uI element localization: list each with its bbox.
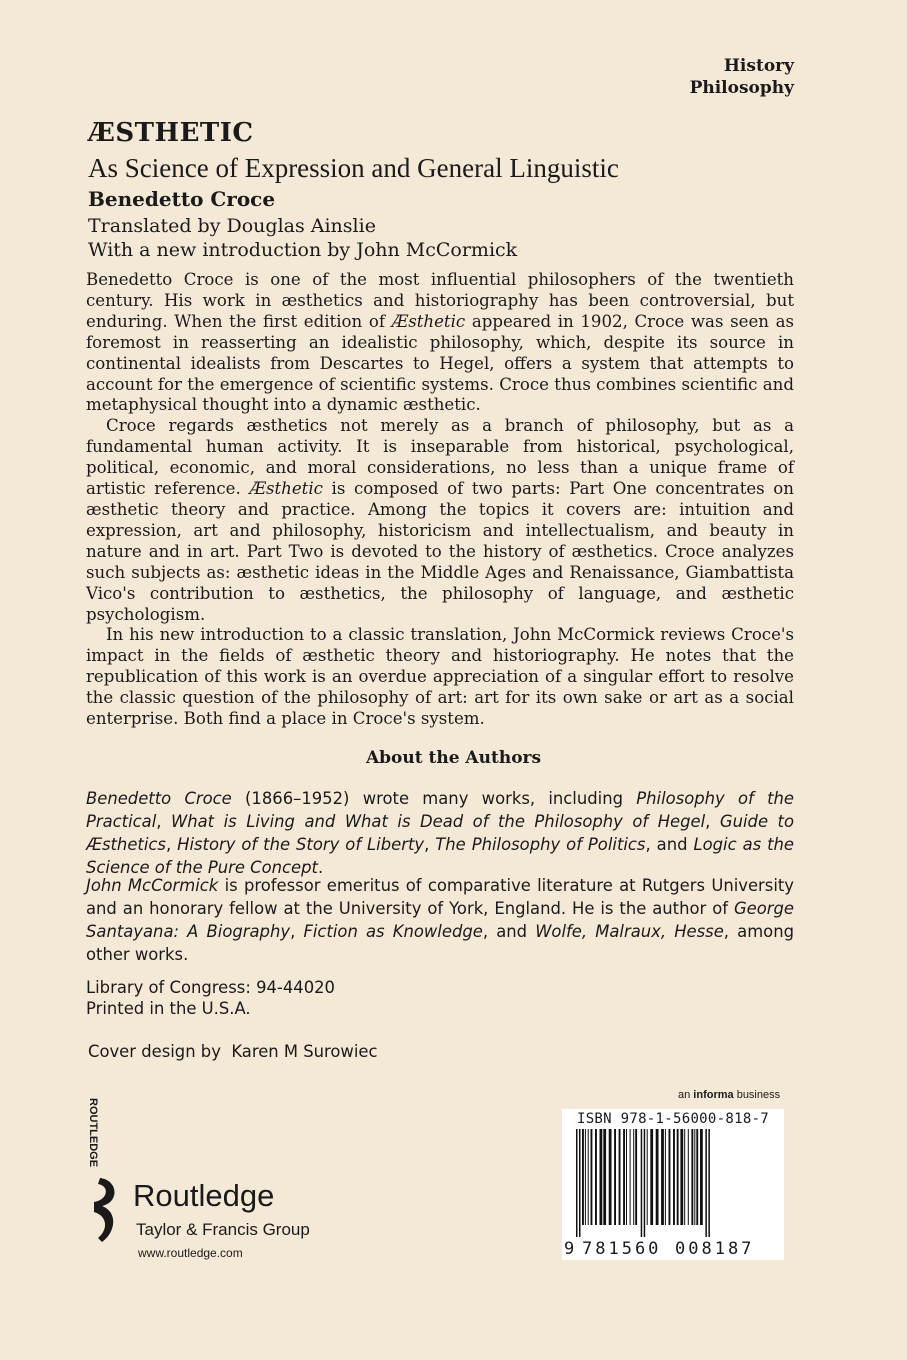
barcode-bar — [680, 1129, 683, 1225]
barcode-bar — [700, 1129, 703, 1225]
isbn-barcode — [562, 1109, 784, 1260]
library-of-congress: Library of Congress: 94-44020 — [86, 978, 335, 997]
barcode-bar — [635, 1129, 637, 1225]
introduction-credit: With a new introduction by John McCormick — [88, 239, 518, 261]
blurb — [86, 270, 794, 730]
book-subtitle: As Science of Expression and General Linguistic — [88, 153, 619, 183]
book-title: ÆSTHETIC — [88, 118, 254, 148]
blurb-paragraph: Benedetto Croce is one of the most influential philosophers of the twentieth century. His work in æsthetics and historiography has been controversial, but enduring. When the first edition of Æsthetic appeared in 1902, Croce was seen as foremost in reasserting an idealistic philosophy, which, despite its source in continental idealists from Descartes to Hegel, offers a system that attempts to account for the emergence of scientific systems. Croce thus combines scientific and metaphysical thought into a dynamic æsthetic. — [86, 270, 794, 415]
barcode-digit-lead: 9 — [564, 1239, 575, 1259]
mccormick-bio: John McCormick is professor emeritus of comparative literature at Rutgers University and an honorary fellow at the University of York, England. He is the author of George Santayana: A Biography, Fiction as Knowledge, and Wolfe, Malraux, Hesse, among other works. — [86, 876, 795, 964]
barcode-bar — [696, 1129, 698, 1225]
barcode-bar — [579, 1129, 581, 1237]
barcode-bar — [656, 1129, 659, 1225]
barcode-bar — [705, 1129, 707, 1237]
subject-categories — [690, 55, 794, 99]
barcode-bar — [633, 1129, 634, 1225]
library-info — [86, 977, 335, 1019]
publisher-group: Taylor & Francis Group — [136, 1220, 310, 1239]
barcode-bar — [647, 1129, 648, 1225]
isbn-label: ISBN 978-1-56000-818-7 — [576, 1111, 770, 1127]
barcode-bars — [568, 1129, 778, 1237]
barcode-bar — [688, 1129, 689, 1225]
barcode-bar — [603, 1129, 606, 1225]
barcode-bar — [582, 1129, 584, 1225]
barcode-bar — [673, 1129, 675, 1225]
publisher-url: www.routledge.com — [138, 1246, 243, 1260]
barcode-bar — [684, 1129, 685, 1225]
informa-tagline: an informa business — [678, 1089, 781, 1101]
barcode-bar — [576, 1129, 578, 1237]
barcode-bar — [585, 1129, 586, 1225]
about-authors-heading: About the Authors — [365, 748, 542, 768]
logo-vertical-text: ROUTLEDGE — [87, 1098, 99, 1168]
barcode-bar — [691, 1129, 693, 1225]
barcode-bar — [669, 1129, 671, 1225]
translator-credit: Translated by Douglas Ainslie — [88, 215, 376, 237]
barcode-bar — [677, 1129, 679, 1225]
barcode-bar — [609, 1129, 612, 1225]
barcode-bar — [595, 1129, 597, 1225]
barcode-bar — [626, 1129, 627, 1225]
category-philosophy: Philosophy — [689, 78, 794, 98]
barcode-bar — [614, 1129, 616, 1225]
routledge-logo-icon — [70, 1098, 122, 1248]
barcode-bar — [588, 1129, 589, 1225]
book-author: Benedetto Croce — [88, 187, 276, 211]
barcode-bar — [708, 1129, 710, 1237]
barcode-bar — [694, 1129, 695, 1225]
barcode-bar — [665, 1129, 666, 1225]
barcode-bar — [600, 1129, 603, 1225]
barcode-digit-right: 008187 — [675, 1239, 755, 1259]
barcode-digit-left: 781560 — [582, 1239, 662, 1259]
barcode-bar — [644, 1129, 646, 1237]
barcode-bar — [650, 1129, 653, 1225]
cover-design-credit: Cover design by Karen M Surowiec — [88, 1042, 378, 1061]
publisher-name: Routledge — [133, 1178, 275, 1213]
barcode-bar — [641, 1129, 643, 1237]
barcode-bar — [619, 1129, 621, 1225]
barcode-bar — [630, 1129, 631, 1225]
category-history: History — [723, 56, 794, 76]
croce-bio: Benedetto Croce (1866–1952) wrote many works, including Philosophy of the Practical, What is Living and What is Dead of the Philosophy of Hegel, Guide to Æsthetics, History of the Story of Liberty, The Philosophy of Politics, and Logic as the Science of the Pure Concept. — [86, 789, 795, 877]
blurb-paragraph: Croce regards æsthetics not merely as a branch of philosophy, but as a fundamental human activity. It is inseparable from historical, psychological, political, economic, and moral considerations, no less than a unique frame of artistic reference. Æsthetic is composed of two parts: Part One concentrates on æsthetic theory and practice. Among the topics it covers are: intuition and expression, art and philosophy, historicism and intellectualism, and beauty in nature and in art. Part Two is devoted to the history of æsthetics. Croce analyzes such subjects as: æsthetic ideas in the Middle Ages and Renaissance, Giambattista Vico's contribution to æsthetics, the philosophy of language, and æsthetic psychologism. — [86, 416, 794, 624]
barcode-bar — [623, 1129, 625, 1225]
printed-in: Printed in the U.S.A. — [86, 999, 251, 1018]
blurb-paragraph: In his new introduction to a classic translation, John McCormick reviews Croce's impact in the fields of æsthetic theory and historiography. He notes that the republication of this work is an overdue appreciation of a singular effort to resolve the classic question of the philosophy of art: art for its own sake or art as a social enterprise. Both find a place in Croce's system. — [86, 625, 794, 729]
barcode-bar — [591, 1129, 593, 1225]
barcode-bar — [661, 1129, 664, 1225]
